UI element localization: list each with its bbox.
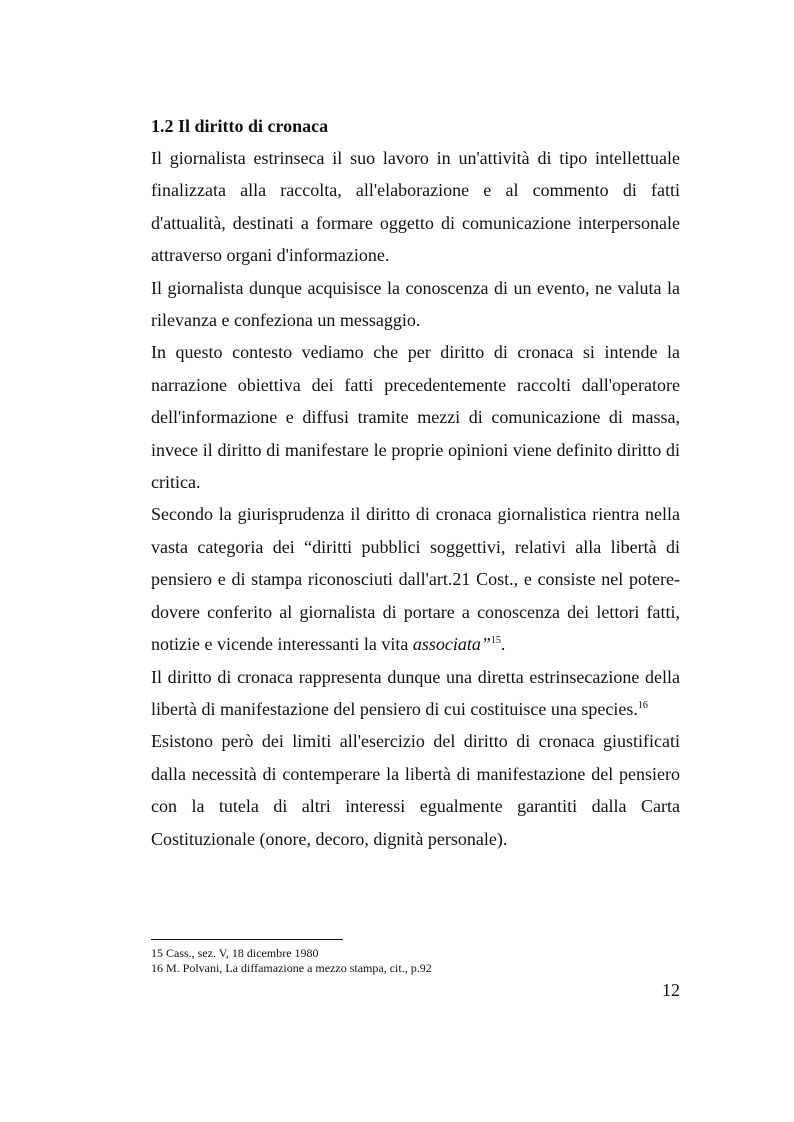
body-text — [151, 142, 680, 855]
paragraph-text-end: . — [500, 634, 506, 655]
paragraph — [151, 498, 680, 660]
paragraph: In questo contesto vediamo che per diritto di cronaca si intende la narrazione obiettiva dei fatti precedentemente raccolti dall'operatore dell'informazione e diffusi tramite mezzi di comunicazione di massa, invece il diritto di manifestare le proprie opinioni viene definito diritto di critica. — [151, 342, 680, 493]
footnote-ref-16[interactable]: 16 — [637, 699, 648, 711]
paragraph-text: Il diritto di cronaca rappresenta dunque una diretta estrinsecazione della libertà di manifestazione del pensiero di cui costituisce una species. — [151, 666, 680, 719]
italic-quote-end: associata” — [412, 634, 491, 655]
paragraph: Il giornalista dunque acquisisce la conoscenza di un evento, ne valuta la rilevanza e confeziona un messaggio. — [151, 277, 680, 331]
page-number: 12 — [662, 980, 680, 1000]
footnote-ref-15[interactable]: 15 — [490, 635, 501, 647]
footnote-15: 15 Cass., sez. V, 18 dicembre 1980 — [151, 946, 319, 960]
section-heading: 1.2 Il diritto di cronaca — [151, 116, 329, 136]
footnotes — [151, 946, 432, 976]
paragraph: Il giornalista estrinseca il suo lavoro in un'attività di tipo intellettuale finalizzata alla raccolta, all'elaborazione e al commento di fatti d'attualità, destinati a formare oggetto di comunicazione interpersonale attraverso organi d'informazione. — [151, 148, 680, 266]
paragraph: Esistono però dei limiti all'esercizio del diritto di cronaca giustificati dalla necessità di contemperare la libertà di manifestazione del pensiero con la tutela di altri interessi egualmente garantiti dalla Carta Costituzionale (onore, decoro, dignità personale). — [151, 731, 680, 849]
paragraph-text: Secondo la giurisprudenza il diritto di cronaca giornalistica rientra nella vasta categoria dei “diritti pubblici soggettivi, relativi alla libertà di pensiero e di stampa riconosciuti dall'art.21 Cost., e consiste nel potere-dovere conferito al giornalista di portare a conoscenza dei lettori fatti, notizie e vicende interessanti la vita — [151, 504, 680, 655]
footnote-16: 16 M. Polvani, La diffamazione a mezzo stampa, cit., p.92 — [151, 961, 432, 975]
paragraph — [151, 661, 680, 726]
footnote-separator — [151, 939, 343, 940]
